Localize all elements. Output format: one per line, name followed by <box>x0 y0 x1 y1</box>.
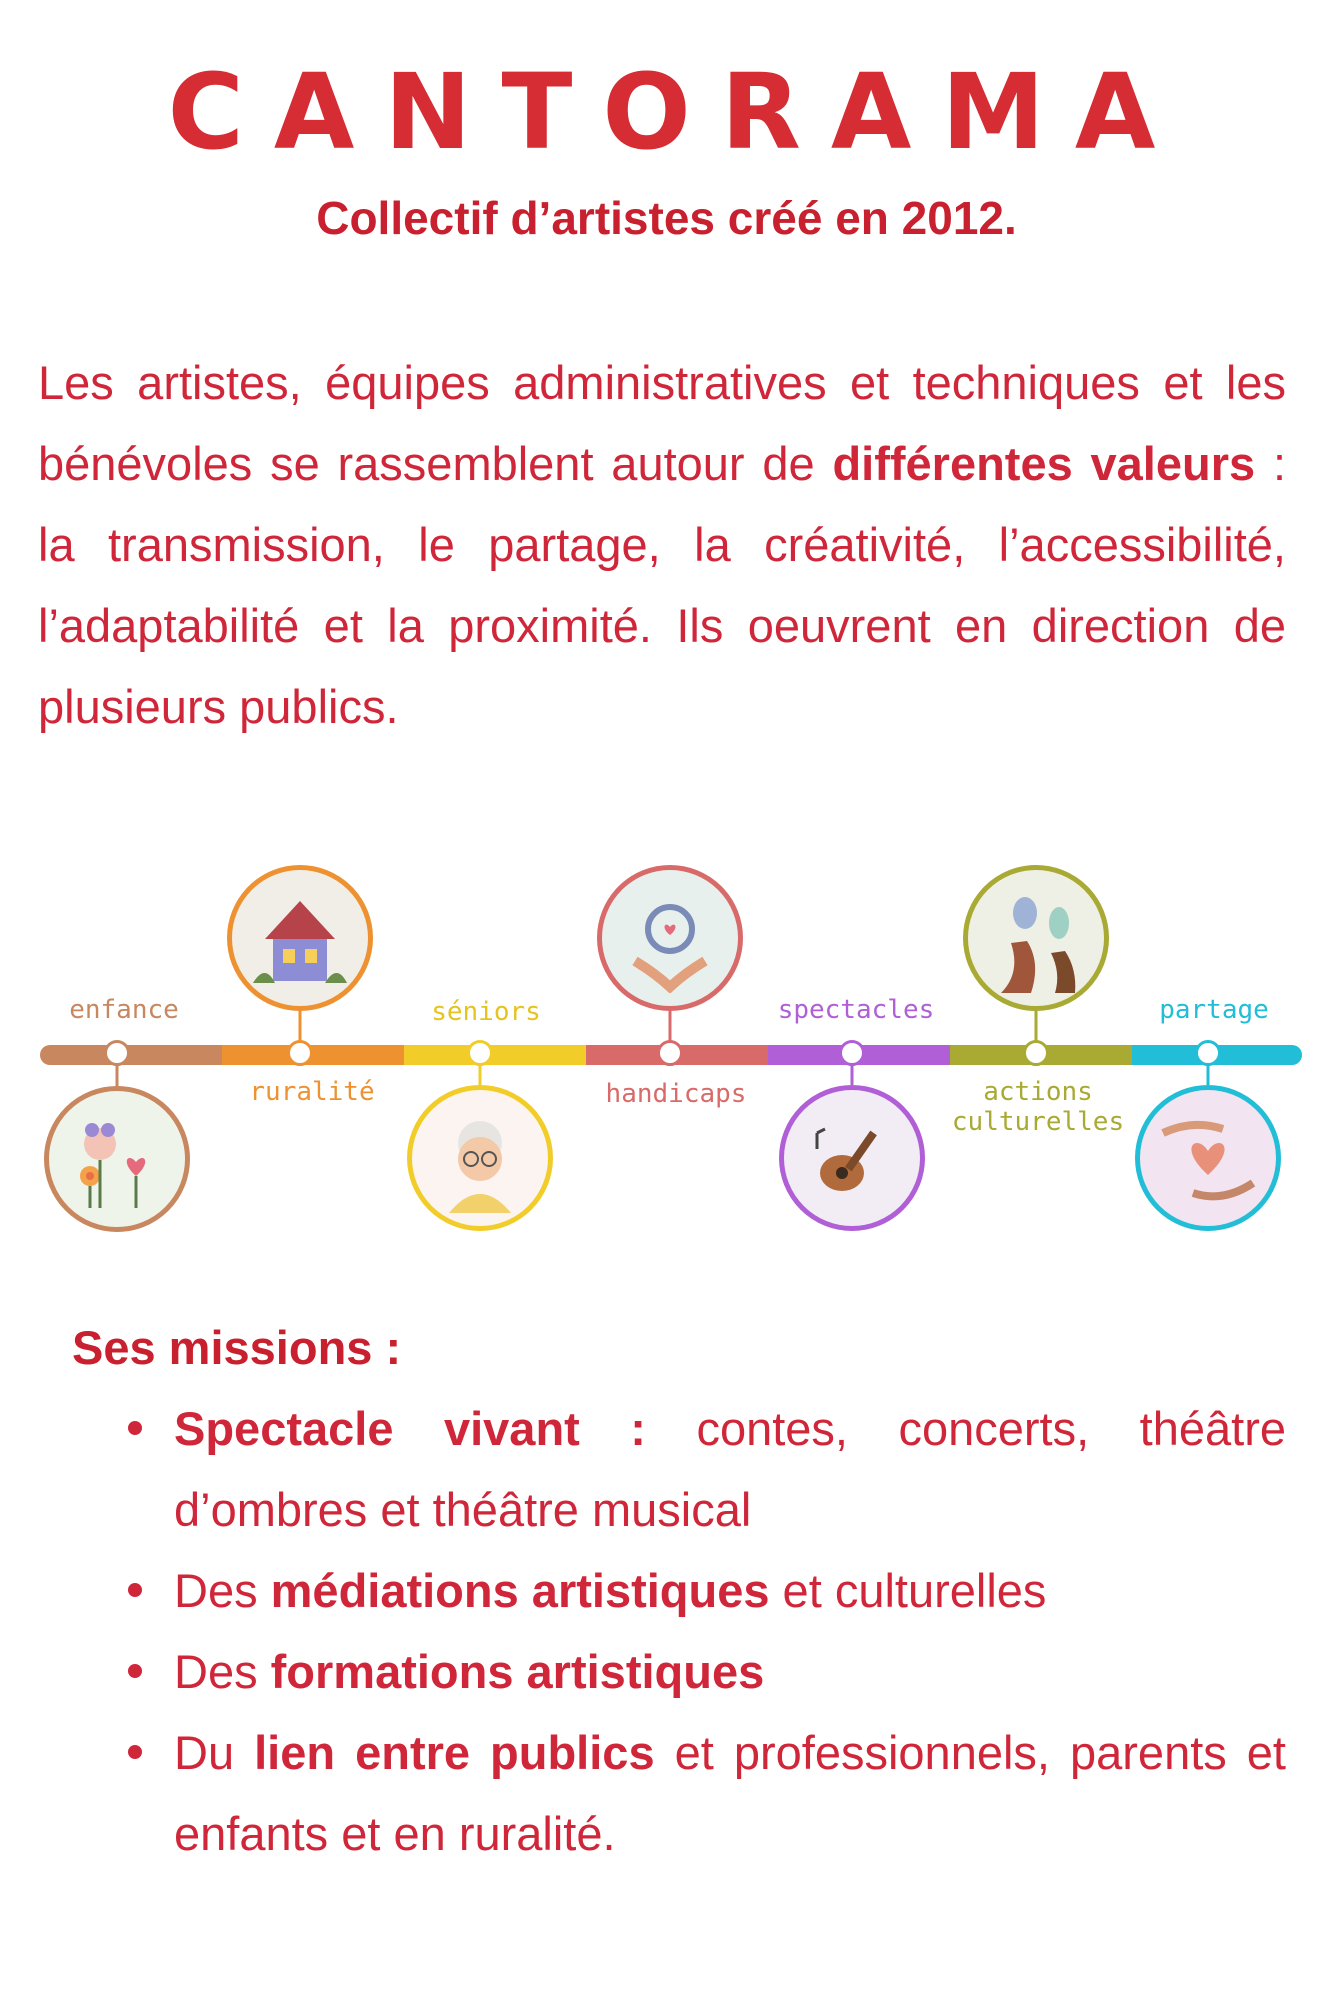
mission-bold: formations artistiques <box>270 1645 765 1698</box>
mission-bold: Spectacle vivant : <box>174 1402 646 1455</box>
stem-actions <box>1035 1010 1038 1042</box>
stem-partage <box>1207 1065 1210 1085</box>
flowers-icon <box>44 1086 190 1232</box>
label-actions-line2: culturelles <box>951 1107 1125 1137</box>
label-partage: partage <box>1159 995 1269 1025</box>
label-enfance: enfance <box>69 995 179 1025</box>
list-item <box>128 1712 1286 1874</box>
mission-pre: Des <box>174 1645 271 1698</box>
node-enfance <box>104 1040 130 1066</box>
heart-hands-icon <box>1135 1085 1281 1231</box>
mission-bold: médiations artistiques <box>270 1564 770 1617</box>
intro-paragraph <box>38 342 1286 747</box>
missions-title: Ses missions : <box>72 1321 402 1374</box>
missions-list <box>128 1388 1286 1874</box>
mission-text: et culturelles <box>769 1564 1047 1617</box>
list-item <box>128 1631 1286 1712</box>
stem-ruralite <box>299 1010 302 1042</box>
page-subtitle: Collectif d’artistes créé en 2012. <box>316 192 1017 244</box>
guitar-icon <box>779 1085 925 1231</box>
node-spectacles <box>839 1040 865 1066</box>
timeline-segment-enfance <box>40 1045 222 1065</box>
house-icon <box>227 865 373 1011</box>
publics-timeline <box>0 860 1333 1240</box>
timeline-segment-ruralite <box>222 1045 404 1065</box>
intro-text-1: Les artistes, équipes administratives et techniques et les bénévoles se rassemblent autour de <box>38 356 1286 490</box>
node-handicaps <box>657 1040 683 1066</box>
node-partage <box>1195 1040 1221 1066</box>
label-handicaps: handicaps <box>605 1079 747 1109</box>
label-actions-line1: actions <box>983 1077 1093 1107</box>
list-item <box>128 1388 1286 1550</box>
intro-bold: différentes valeurs <box>832 437 1256 490</box>
node-actions <box>1023 1040 1049 1066</box>
mission-pre: Des <box>174 1564 271 1617</box>
node-ruralite <box>287 1040 313 1066</box>
stem-seniors <box>479 1065 482 1085</box>
mission-bold: lien entre publics <box>254 1726 655 1779</box>
mission-text: contes, concerts, théâtre d’ombres et théâtre musical <box>174 1402 1286 1536</box>
stem-spectacles <box>851 1065 854 1085</box>
mission-text: et professionnels, parents et enfants et en ruralité. <box>174 1726 1286 1860</box>
mission-pre: Du <box>174 1726 255 1779</box>
timeline-segment-seniors <box>404 1045 586 1065</box>
label-ruralite: ruralité <box>249 1077 375 1107</box>
stem-handicaps <box>669 1010 672 1042</box>
maracas-icon <box>963 865 1109 1011</box>
label-spectacles: spectacles <box>777 995 935 1025</box>
page-title: CANTORAMA <box>167 51 1186 173</box>
grandmother-icon <box>407 1085 553 1231</box>
list-item <box>128 1550 1286 1631</box>
stem-enfance <box>116 1065 119 1087</box>
node-seniors <box>467 1040 493 1066</box>
label-seniors: séniors <box>431 997 541 1027</box>
intro-text-2: : la transmission, le partage, la créativité, l’accessibilité, l’adaptabilité et la proximité. Ils oeuvrent en direction de plusieurs publics. <box>38 437 1287 733</box>
wheelchair-heart-icon <box>597 865 743 1011</box>
